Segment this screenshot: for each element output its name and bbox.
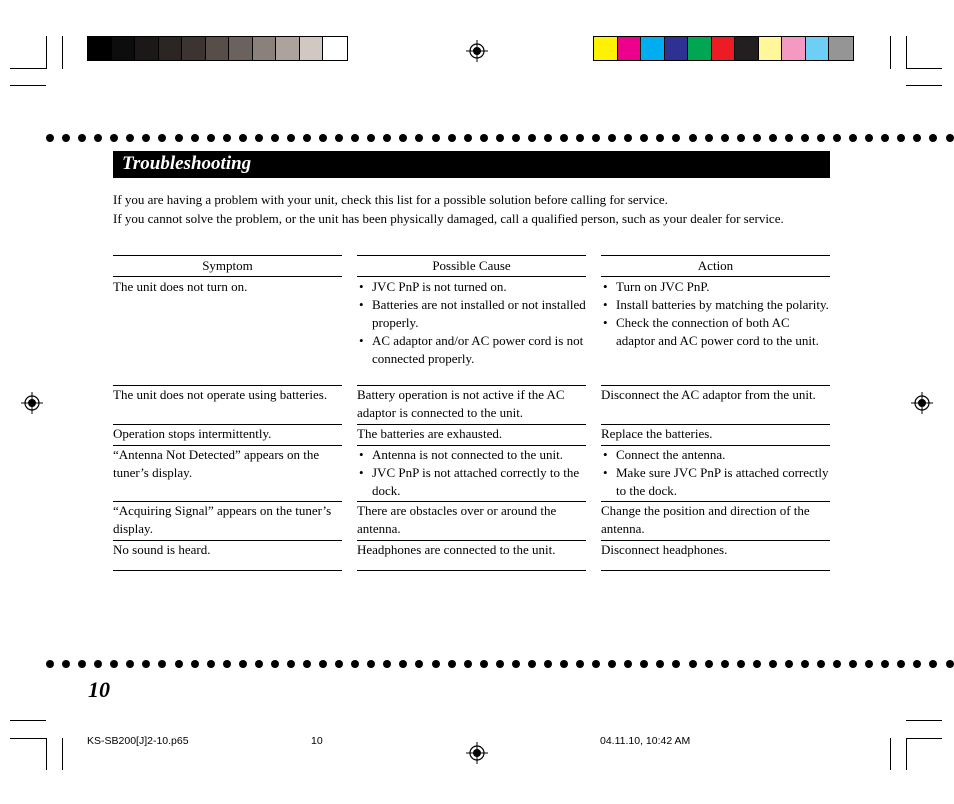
dot bbox=[351, 134, 359, 142]
dotted-separator bbox=[46, 660, 954, 670]
dot bbox=[223, 134, 231, 142]
dot bbox=[110, 134, 118, 142]
color-swatch bbox=[641, 37, 665, 60]
dot bbox=[239, 660, 247, 668]
dot bbox=[753, 660, 761, 668]
list-item: • AC adaptor and/or AC power cord is not connected properly. bbox=[357, 332, 586, 368]
dot bbox=[110, 660, 118, 668]
dot bbox=[319, 660, 327, 668]
column-header-cause: Possible Cause bbox=[357, 255, 586, 277]
table-cell-action bbox=[601, 425, 830, 446]
dot bbox=[46, 134, 54, 142]
bullet-list bbox=[601, 446, 830, 500]
dot bbox=[689, 660, 697, 668]
cell-text: The batteries are exhausted. bbox=[357, 426, 503, 441]
dot bbox=[785, 660, 793, 668]
table-cell-symptom bbox=[113, 386, 342, 425]
list-item: • Make sure JVC PnP is attached correctly to the dock. bbox=[601, 464, 830, 500]
dot bbox=[672, 660, 680, 668]
crop-mark bbox=[906, 738, 907, 770]
dot bbox=[448, 660, 456, 668]
footer-datetime: 04.11.10, 10:42 AM bbox=[600, 735, 691, 747]
dot bbox=[287, 660, 295, 668]
dot bbox=[672, 134, 680, 142]
crop-mark bbox=[890, 36, 891, 69]
crop-mark bbox=[10, 738, 46, 739]
dot bbox=[785, 134, 793, 142]
grayscale-calibration-bar bbox=[87, 36, 348, 61]
table-cell-cause bbox=[357, 446, 586, 502]
dot bbox=[753, 134, 761, 142]
dot bbox=[464, 134, 472, 142]
dot bbox=[255, 134, 263, 142]
dot bbox=[207, 134, 215, 142]
registration-mark-icon bbox=[466, 40, 488, 62]
table-cell-cause bbox=[357, 502, 586, 541]
page-number: 10 bbox=[88, 677, 110, 702]
dot bbox=[239, 134, 247, 142]
color-swatch bbox=[782, 37, 806, 60]
dot bbox=[865, 134, 873, 142]
dot bbox=[175, 660, 183, 668]
crop-mark bbox=[890, 738, 891, 770]
cell-text: Operation stops intermittently. bbox=[113, 426, 272, 441]
color-swatch bbox=[594, 37, 618, 60]
color-swatch bbox=[323, 37, 347, 60]
dot bbox=[464, 660, 472, 668]
dot bbox=[946, 660, 954, 668]
color-swatch bbox=[206, 37, 230, 60]
cell-text: Disconnect headphones. bbox=[601, 542, 728, 557]
dot bbox=[94, 660, 102, 668]
dot bbox=[544, 134, 552, 142]
table-cell-symptom bbox=[113, 425, 342, 446]
crop-mark bbox=[906, 68, 942, 69]
dot bbox=[528, 660, 536, 668]
dot bbox=[817, 134, 825, 142]
dot bbox=[897, 660, 905, 668]
crop-mark bbox=[62, 36, 63, 69]
dot bbox=[769, 660, 777, 668]
section-title-bar bbox=[113, 151, 830, 178]
footer-page: 10 bbox=[311, 735, 323, 747]
dot bbox=[544, 660, 552, 668]
dot bbox=[496, 134, 504, 142]
crop-mark bbox=[46, 36, 47, 69]
cell-text: “Antenna Not Detected” appears on the tuner’s display. bbox=[113, 447, 320, 480]
dot bbox=[62, 134, 70, 142]
footer-filename: KS-SB200[J]2-10.p65 bbox=[87, 735, 189, 747]
table-cell-symptom bbox=[113, 446, 342, 502]
dot bbox=[399, 134, 407, 142]
dot bbox=[271, 134, 279, 142]
dot bbox=[608, 660, 616, 668]
table-cell-cause bbox=[357, 425, 586, 446]
dot bbox=[191, 134, 199, 142]
dot bbox=[881, 134, 889, 142]
list-item: • Turn on JVC PnP. bbox=[601, 278, 830, 296]
dot bbox=[319, 134, 327, 142]
dot bbox=[721, 134, 729, 142]
registration-mark-icon bbox=[911, 392, 933, 414]
dot bbox=[399, 660, 407, 668]
color-swatch bbox=[135, 37, 159, 60]
intro-text bbox=[113, 191, 833, 228]
table-cell-cause bbox=[357, 386, 586, 425]
crop-mark bbox=[906, 85, 942, 86]
dot bbox=[705, 134, 713, 142]
intro-line: If you cannot solve the problem, or the unit has been physically damaged, call a qualified person, such as your dealer for service. bbox=[113, 210, 784, 226]
registration-mark-icon bbox=[21, 392, 43, 414]
dot bbox=[608, 134, 616, 142]
dot bbox=[913, 660, 921, 668]
dot bbox=[415, 660, 423, 668]
dot bbox=[913, 134, 921, 142]
list-item: • Connect the antenna. bbox=[601, 446, 830, 464]
table-cell-action bbox=[601, 386, 830, 425]
list-item: • Install batteries by matching the polarity. bbox=[601, 296, 830, 314]
color-swatch bbox=[253, 37, 277, 60]
dot bbox=[833, 134, 841, 142]
color-swatch bbox=[300, 37, 324, 60]
dotted-separator bbox=[46, 134, 954, 144]
color-swatch bbox=[665, 37, 689, 60]
color-swatch bbox=[88, 37, 112, 60]
cell-text: The unit does not operate using batteries. bbox=[113, 387, 328, 402]
table-cell-symptom bbox=[113, 502, 342, 541]
dot bbox=[142, 134, 150, 142]
dot bbox=[737, 134, 745, 142]
dot bbox=[817, 660, 825, 668]
dot bbox=[512, 134, 520, 142]
column-header-symptom: Symptom bbox=[113, 255, 342, 277]
dot bbox=[576, 660, 584, 668]
color-swatch bbox=[618, 37, 642, 60]
table-cell-action bbox=[601, 541, 830, 571]
dot bbox=[255, 660, 263, 668]
intro-line: If you are having a problem with your unit, check this list for a possible solution before calling for service. bbox=[113, 192, 668, 207]
dot bbox=[367, 134, 375, 142]
dot bbox=[929, 134, 937, 142]
cell-text: The unit does not turn on. bbox=[113, 279, 248, 294]
column-header-action: Action bbox=[601, 255, 830, 277]
dot bbox=[801, 134, 809, 142]
dot bbox=[528, 134, 536, 142]
dot bbox=[640, 134, 648, 142]
dot bbox=[849, 660, 857, 668]
table-cell-action bbox=[601, 278, 830, 386]
dot bbox=[721, 660, 729, 668]
section-title: Troubleshooting bbox=[122, 153, 252, 174]
dot bbox=[705, 660, 713, 668]
crop-mark bbox=[906, 36, 907, 69]
dot bbox=[207, 660, 215, 668]
color-swatch bbox=[735, 37, 759, 60]
dot bbox=[383, 134, 391, 142]
color-swatch bbox=[712, 37, 736, 60]
dot bbox=[833, 660, 841, 668]
cell-text: “Acquiring Signal” appears on the tuner’s display. bbox=[113, 503, 332, 536]
list-item: • Antenna is not connected to the unit. bbox=[357, 446, 586, 464]
dot bbox=[191, 660, 199, 668]
crop-mark bbox=[10, 720, 46, 721]
dot bbox=[383, 660, 391, 668]
dot bbox=[126, 134, 134, 142]
dot bbox=[78, 660, 86, 668]
cell-text: There are obstacles over or around the antenna. bbox=[357, 503, 557, 536]
color-swatch bbox=[276, 37, 300, 60]
dot bbox=[175, 134, 183, 142]
table-cell-cause bbox=[357, 278, 586, 386]
dot bbox=[158, 660, 166, 668]
dot bbox=[849, 134, 857, 142]
dot bbox=[126, 660, 134, 668]
crop-mark bbox=[906, 720, 942, 721]
color-swatch bbox=[112, 37, 136, 60]
crop-mark bbox=[46, 738, 47, 770]
list-item: • JVC PnP is not turned on. bbox=[357, 278, 586, 296]
cell-text: No sound is heard. bbox=[113, 542, 211, 557]
list-item: • JVC PnP is not attached correctly to the dock. bbox=[357, 464, 586, 500]
cell-text: Change the position and direction of the antenna. bbox=[601, 503, 810, 536]
table-cell-symptom bbox=[113, 278, 342, 386]
dot bbox=[496, 660, 504, 668]
dot bbox=[223, 660, 231, 668]
dot bbox=[737, 660, 745, 668]
dot bbox=[78, 134, 86, 142]
dot bbox=[351, 660, 359, 668]
dot bbox=[271, 660, 279, 668]
color-swatch bbox=[829, 37, 853, 60]
bullet-list bbox=[357, 278, 586, 368]
dot bbox=[897, 134, 905, 142]
dot bbox=[335, 660, 343, 668]
registration-mark-icon bbox=[466, 742, 488, 764]
color-swatch bbox=[759, 37, 783, 60]
table-cell-cause bbox=[357, 541, 586, 571]
dot bbox=[335, 134, 343, 142]
color-swatch bbox=[159, 37, 183, 60]
dot bbox=[801, 660, 809, 668]
crop-mark bbox=[906, 738, 942, 739]
table-cell-action bbox=[601, 446, 830, 502]
dot bbox=[576, 134, 584, 142]
dot bbox=[656, 134, 664, 142]
dot bbox=[865, 660, 873, 668]
color-swatch bbox=[688, 37, 712, 60]
dot bbox=[769, 134, 777, 142]
dot bbox=[142, 660, 150, 668]
dot bbox=[367, 660, 375, 668]
dot bbox=[62, 660, 70, 668]
dot bbox=[303, 134, 311, 142]
dot bbox=[480, 134, 488, 142]
dot bbox=[448, 134, 456, 142]
dot bbox=[46, 660, 54, 668]
list-item: • Batteries are not installed or not installed properly. bbox=[357, 296, 586, 332]
cell-text: Battery operation is not active if the AC adaptor is connected to the unit. bbox=[357, 387, 565, 420]
crop-mark bbox=[62, 738, 63, 770]
dot bbox=[929, 660, 937, 668]
table-cell-action bbox=[601, 502, 830, 541]
dot bbox=[560, 134, 568, 142]
dot bbox=[158, 134, 166, 142]
list-item: • Check the connection of both AC adaptor and AC power cord to the unit. bbox=[601, 314, 830, 350]
dot bbox=[560, 660, 568, 668]
dot bbox=[592, 660, 600, 668]
cell-text: Replace the batteries. bbox=[601, 426, 713, 441]
dot bbox=[432, 134, 440, 142]
dot bbox=[656, 660, 664, 668]
bullet-list bbox=[357, 446, 586, 500]
dot bbox=[94, 134, 102, 142]
dot bbox=[512, 660, 520, 668]
dot bbox=[432, 660, 440, 668]
color-calibration-bar bbox=[593, 36, 854, 61]
cell-text: Disconnect the AC adaptor from the unit. bbox=[601, 387, 816, 402]
dot bbox=[624, 660, 632, 668]
crop-mark bbox=[10, 68, 46, 69]
dot bbox=[640, 660, 648, 668]
dot bbox=[689, 134, 697, 142]
color-swatch bbox=[229, 37, 253, 60]
dot bbox=[480, 660, 488, 668]
dot bbox=[287, 134, 295, 142]
color-swatch bbox=[182, 37, 206, 60]
color-swatch bbox=[806, 37, 830, 60]
crop-mark bbox=[10, 85, 46, 86]
dot bbox=[303, 660, 311, 668]
dot bbox=[415, 134, 423, 142]
bullet-list bbox=[601, 278, 830, 350]
dot bbox=[592, 134, 600, 142]
cell-text: Headphones are connected to the unit. bbox=[357, 542, 556, 557]
dot bbox=[881, 660, 889, 668]
dot bbox=[946, 134, 954, 142]
table-cell-symptom bbox=[113, 541, 342, 571]
dot bbox=[624, 134, 632, 142]
